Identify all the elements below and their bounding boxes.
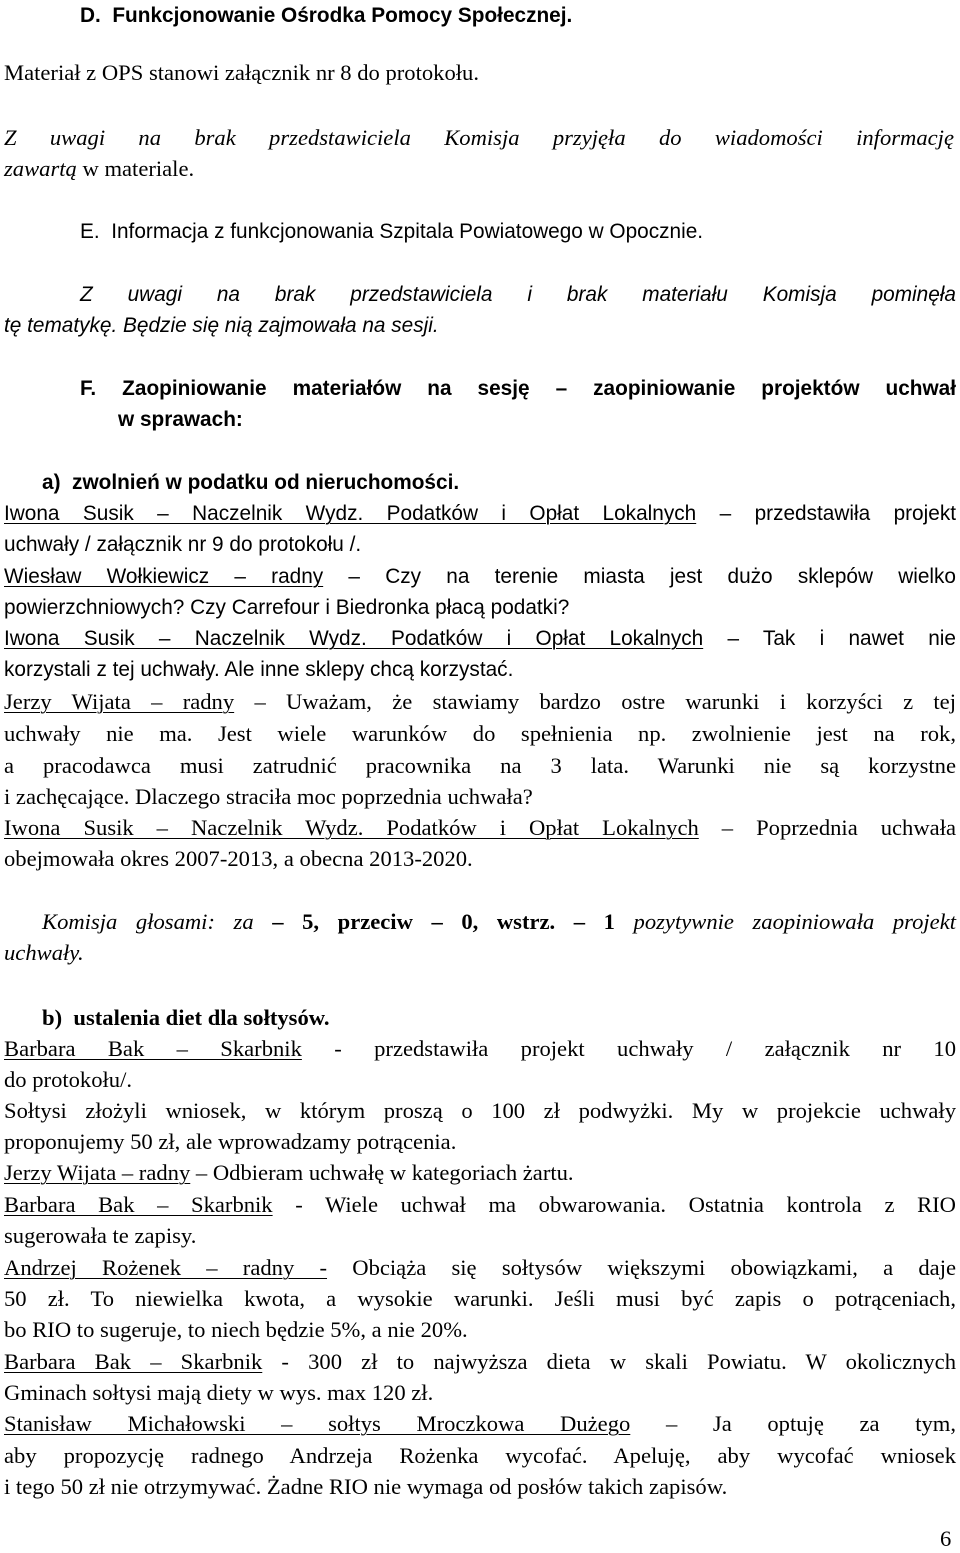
section-d-note-line2-rest: w materiale. bbox=[76, 156, 195, 181]
item-b-statement-1-line2: do protokołu/. bbox=[4, 1067, 133, 1092]
item-a-statement-4-line4: i zachęcające. Dlaczego straciła moc poprzednia uchwała? bbox=[4, 784, 533, 809]
statement-text: – Poprzednia uchwała bbox=[698, 815, 956, 840]
item-a-statement-2-line2: powierzchniowych? Czy Carrefour i Biedronka płacą podatki? bbox=[4, 596, 570, 619]
speaker-name: Andrzej Rożenek – radny - bbox=[4, 1255, 328, 1280]
item-a-statement-4 bbox=[4, 691, 956, 714]
speaker-name: Barbara Bak – Skarbnik bbox=[4, 1036, 302, 1061]
item-a-statement-5 bbox=[4, 817, 956, 840]
item-b-statement-6 bbox=[4, 1413, 956, 1436]
speaker-name: Barbara Bak – Skarbnik bbox=[4, 1192, 273, 1217]
item-a-statement-3-line2: korzystali z tej uchwały. Ale inne sklepy chcą korzystać. bbox=[4, 658, 514, 681]
item-b-heading: b) ustalenia diet dla sołtysów. bbox=[42, 1005, 330, 1030]
item-b-statement-1 bbox=[4, 1038, 956, 1061]
item-b-statement-2 bbox=[4, 1162, 574, 1185]
item-a-vote bbox=[42, 911, 956, 934]
statement-text: Obciąża się sołtysów większymi obowiązkami, a daje bbox=[327, 1255, 957, 1280]
speaker-name: Stanisław Michałowski – sołtys Mroczkowa Dużego bbox=[4, 1411, 631, 1436]
section-d-note-line2-italic: zawartą bbox=[4, 156, 77, 181]
speaker-name: Barbara Bak – Skarbnik bbox=[4, 1349, 263, 1374]
statement-text: – Odbieram uchwałę w kategoriach żartu. bbox=[190, 1160, 574, 1185]
item-a-statement-3 bbox=[4, 629, 956, 650]
section-f-heading-line2: w sprawach: bbox=[118, 408, 243, 431]
section-e-note-line1: Z uwagi na brak przedstawiciela i brak materiału Komisja pominęła bbox=[80, 283, 956, 306]
statement-text: - 300 zł to najwyższa dieta w skali Powiatu. W okolicznych bbox=[262, 1349, 956, 1374]
item-a-statement-4-line2: uchwały nie ma. Jest wiele warunków do spełnienia np. zwolnienie jest na rok, bbox=[4, 721, 956, 746]
item-b-paragraph-1: Sołtysi złożyli wniosek, w którym proszą o 100 zł podwyżki. My w projekcie uchwały bbox=[4, 1098, 956, 1123]
section-d-note-line1: Z uwagi na brak przedstawiciela Komisja przyjęła do wiadomości informację bbox=[4, 125, 954, 150]
item-b-statement-6-line3: i tego 50 zł nie otrzymywać. Żadne RIO nie wymaga od posłów takich zapisów. bbox=[4, 1474, 728, 1499]
item-b-statement-3-line2: sugerowała te zapisy. bbox=[4, 1223, 197, 1248]
statement-text: - przedstawiła projekt uchwały / załącznik nr 10 bbox=[301, 1036, 957, 1061]
speaker-name: Wiesław Wołkiewicz – radny bbox=[4, 565, 324, 588]
statement-text: – Uważam, że stawiamy bardzo ostre warunki i korzyści z tej bbox=[234, 689, 956, 714]
section-f-heading-line1: F. Zaopiniowanie materiałów na sesję – zaopiniowanie projektów uchwał bbox=[80, 377, 956, 400]
speaker-name: Iwona Susik – Naczelnik Wydz. Podatków i Opłat Lokalnych bbox=[4, 627, 704, 650]
item-b-statement-4-line2: 50 zł. To niewielka kwota, a wysokie warunki. Jeśli musi być zapis o potrąceniach, bbox=[4, 1286, 956, 1311]
item-a-statement-5-line2: obejmowała okres 2007-2013, a obecna 2013-2020. bbox=[4, 846, 473, 871]
section-d-note-line2 bbox=[4, 158, 194, 181]
item-a-heading: a) zwolnień w podatku od nieruchomości. bbox=[42, 471, 460, 494]
speaker-name: Iwona Susik – Naczelnik Wydz. Podatków i Opłat Lokalnych bbox=[4, 815, 699, 840]
item-b-statement-4-line3: bo RIO to sugeruje, to niech będzie 5%, a nie 20%. bbox=[4, 1317, 468, 1342]
speaker-name: Jerzy Wijata – radny bbox=[4, 1160, 191, 1185]
item-b-statement-5 bbox=[4, 1351, 956, 1374]
vote-label: Komisja głosami: za bbox=[42, 909, 254, 934]
speaker-name: Jerzy Wijata – radny bbox=[4, 689, 235, 714]
section-e-heading: E. Informacja z funkcjonowania Szpitala Powiatowego w Opocznie. bbox=[80, 220, 704, 243]
vote-result: pozytywnie zaopiniowała projekt bbox=[633, 909, 957, 934]
section-d-material: Materiał z OPS stanowi załącznik nr 8 do protokołu. bbox=[4, 60, 479, 85]
statement-text: – Tak i nawet nie bbox=[703, 627, 956, 650]
item-a-statement-1 bbox=[4, 504, 956, 525]
item-b-paragraph-1-line2: proponujemy 50 zł, ale wprowadzamy potrącenia. bbox=[4, 1129, 457, 1154]
statement-text: – Czy na terenie miasta jest dużo sklepów wielko bbox=[323, 565, 956, 588]
statement-text: – przedstawiła projekt bbox=[696, 502, 956, 525]
item-a-statement-4-line3: a pracodawca musi zatrudnić pracownika na 3 lata. Warunki nie są korzystne bbox=[4, 753, 956, 778]
item-b-statement-6-line2: aby propozycję radnego Andrzeja Rożenka wycofać. Apeluję, aby wycofać wniosek bbox=[4, 1443, 956, 1468]
section-e-note-line2: tę tematykę. Będzie się nią zajmowała na sesji. bbox=[4, 314, 439, 337]
page-number: 6 bbox=[940, 1526, 952, 1551]
item-b-statement-4 bbox=[4, 1257, 956, 1280]
item-a-statement-2 bbox=[4, 567, 956, 588]
statement-text: – Ja optuję za tym, bbox=[630, 1411, 956, 1436]
vote-counts: – 5, przeciw – 0, wstrz. – 1 bbox=[253, 909, 634, 934]
statement-text: - Wiele uchwał ma obwarowania. Ostatnia kontrola z RIO bbox=[272, 1192, 956, 1217]
speaker-name: Iwona Susik – Naczelnik Wydz. Podatków i Opłat Lokalnych bbox=[4, 502, 697, 525]
item-b-statement-5-line2: Gminach sołtysi mają diety w wys. max 120 zł. bbox=[4, 1380, 434, 1405]
item-a-vote-line2: uchwały. bbox=[4, 940, 84, 965]
item-a-statement-1-line2: uchwały / załącznik nr 9 do protokołu /. bbox=[4, 533, 362, 556]
item-b-statement-3 bbox=[4, 1194, 956, 1217]
section-d-heading: D. Funkcjonowanie Ośrodka Pomocy Społecznej. bbox=[80, 4, 573, 27]
